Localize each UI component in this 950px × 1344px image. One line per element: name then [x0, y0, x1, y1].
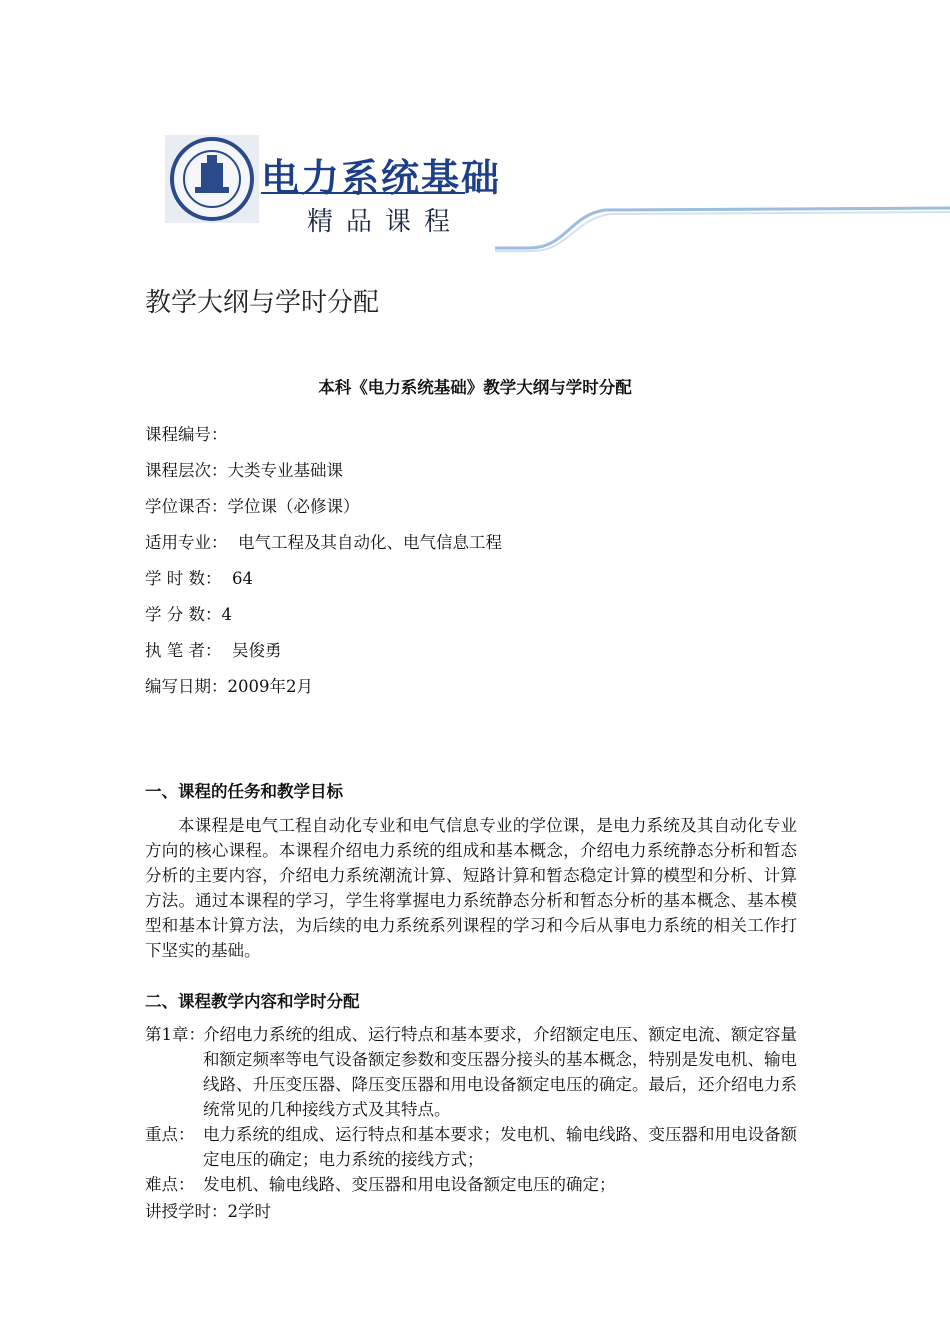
key-points-body: 电力系统的组成、运行特点和基本要求；发电机、输电线路、变压器和用电设备额定电压的确定；电力系统的接线方式；: [203, 1125, 797, 1169]
course-level: 课程层次：大类专业基础课: [145, 461, 343, 480]
degree-course: 学位课否：学位课（必修课）: [145, 497, 360, 516]
document-heading: 教学大纲与学时分配: [145, 288, 380, 318]
key-points-label: 重点：: [145, 1125, 195, 1144]
applicable-major: 适用专业： 电气工程及其自动化、电气信息工程: [145, 533, 502, 552]
difficulties-body: 发电机、输电线路、变压器和用电设备额定电压的确定；: [203, 1175, 616, 1194]
chapter-1-entry: [145, 1022, 797, 1122]
section-2-heading: 二、课程教学内容和学时分配: [145, 992, 360, 1011]
credits: 学 分 数：4: [145, 605, 232, 624]
section-1-heading: 一、课程的任务和教学目标: [145, 782, 343, 801]
course-number: 课程编号：: [145, 425, 228, 444]
credit-hours: 学 时 数： 64: [145, 569, 253, 588]
banner-subtitle: 精品课程: [307, 207, 464, 237]
key-points-entry: [145, 1122, 797, 1172]
section-1-body: 本课程是电气工程自动化专业和电气信息专业的学位课，是电力系统及其自动化专业方向的核心课程。本课程介绍电力系统的组成和基本概念，介绍电力系统静态分析和暂态分析的主要内容，介绍电力系统潮流计算、短路计算和暂态稳定计算的模型和分析、计算方法。通过本课程的学习，学生将掌握电力系统静态分析和暂态分析的基本概念、基本模型和基本计算方法，为后续的电力系统系列课程的学习和今后从事电力系统的相关工作打下坚实的基础。: [145, 816, 797, 960]
university-seal-logo: [165, 135, 259, 223]
lecture-hours: 讲授学时：2学时: [145, 1202, 271, 1221]
syllabus-title: 本科《电力系统基础》教学大纲与学时分配: [318, 378, 632, 397]
difficulties-entry: [145, 1172, 797, 1197]
author: 执 笔 者： 吴俊勇: [145, 641, 282, 660]
chapter-1-label: 第1章：: [145, 1025, 205, 1044]
course-banner: [165, 135, 950, 255]
chapter-1-body: 介绍电力系统的组成、运行特点和基本要求，介绍额定电压、额定电流、额定容量和额定频率等电气设备额定参数和变压器分接头的基本概念，特别是发电机、输电线路、升压变压器、降压变压器和用电设备额定电压的确定。最后，还介绍电力系统常见的几种接线方式及其特点。: [203, 1025, 797, 1119]
date-written: 编写日期：2009年2月: [145, 677, 313, 696]
banner-title: 电力系统基础: [261, 156, 502, 200]
difficulties-label: 难点：: [145, 1175, 195, 1194]
